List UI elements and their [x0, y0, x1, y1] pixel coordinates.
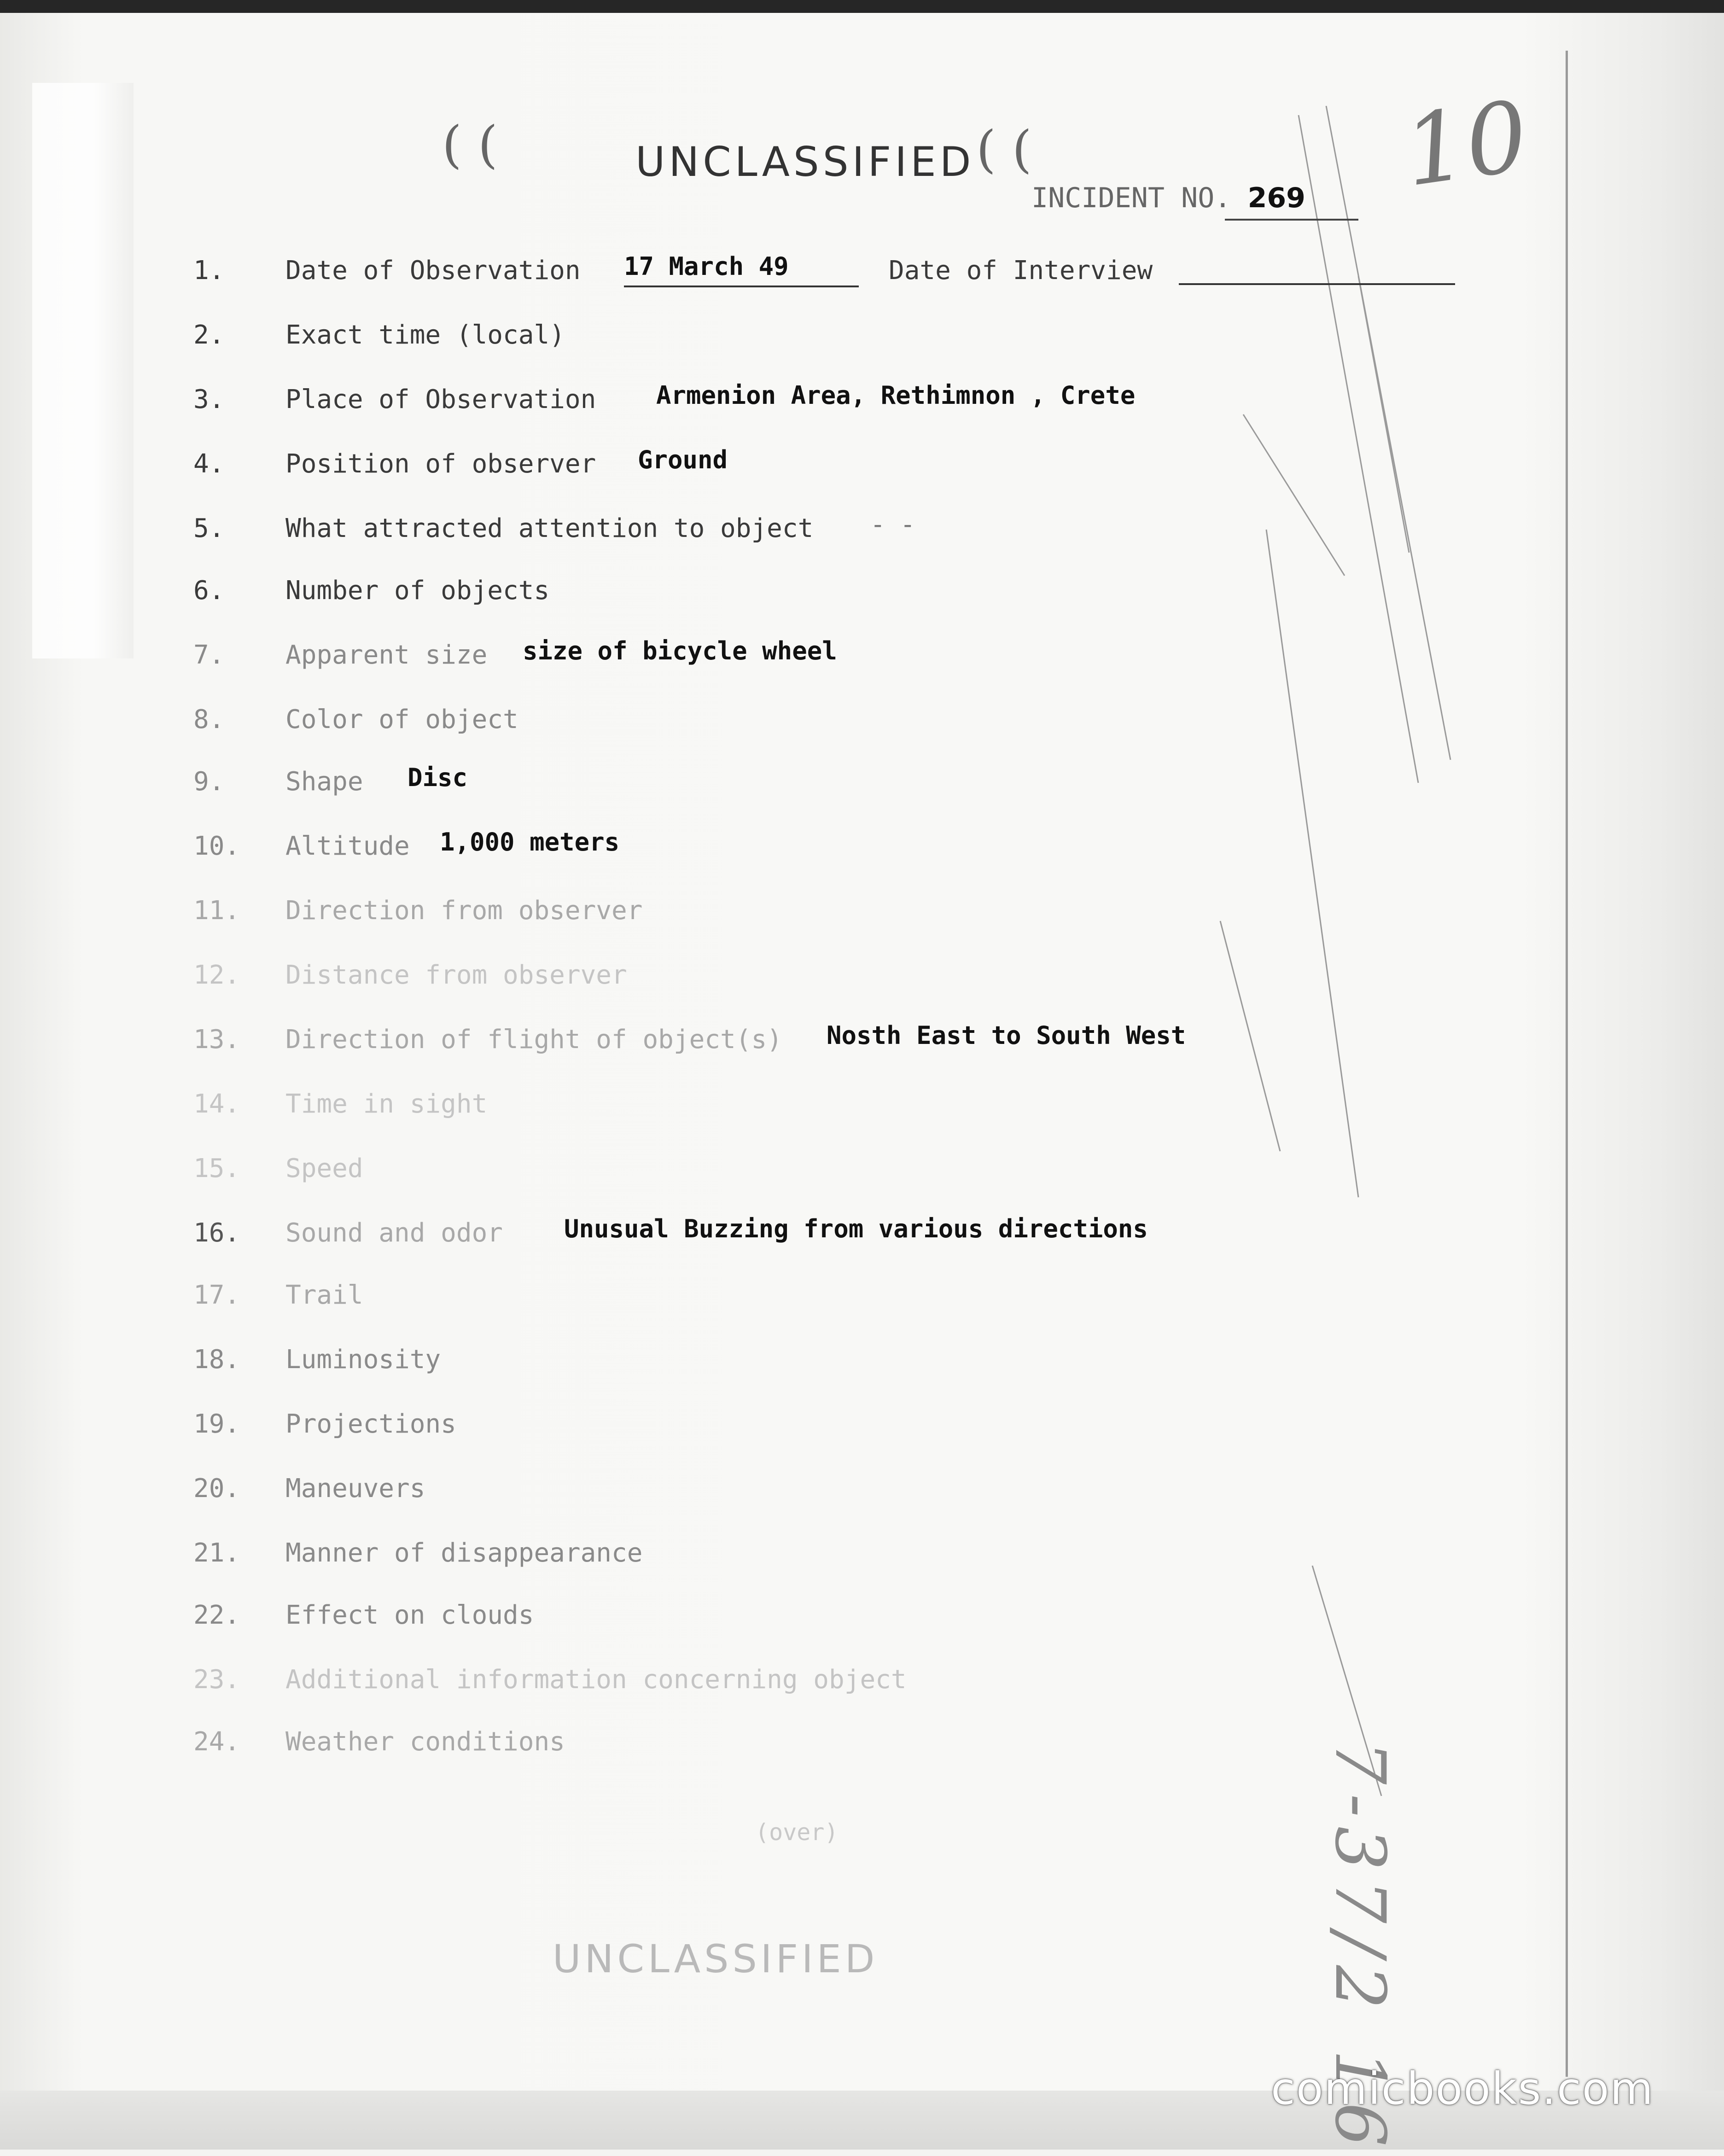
row-value: Nosth East to South West: [827, 1021, 1186, 1050]
row-number: 24.: [193, 1727, 240, 1757]
row-value: 17 March 49: [624, 252, 789, 281]
row-number: 2.: [193, 320, 225, 350]
row-label: Luminosity: [285, 1345, 441, 1375]
interview-underline: [1179, 283, 1455, 285]
row-number: 4.: [193, 449, 225, 479]
row-label: Number of objects: [285, 576, 550, 606]
row-number: 7.: [193, 640, 225, 670]
row-label: Manner of disappearance: [285, 1538, 643, 1568]
row-number: 17.: [193, 1280, 240, 1310]
classification-footer: UNCLASSIFIED: [553, 1936, 879, 1981]
row-label: Exact time (local): [285, 320, 565, 350]
row-label: Altitude: [285, 831, 410, 861]
row-number: 10.: [193, 831, 240, 861]
incident-number-field: [1031, 182, 1305, 214]
punch-marks-right: ( (: [976, 120, 1032, 179]
row-label: Time in sight: [285, 1089, 488, 1119]
row-number: 13.: [193, 1025, 240, 1055]
row-label: Effect on clouds: [285, 1600, 534, 1630]
punch-marks-left: ( (: [442, 115, 498, 174]
row-label: Weather conditions: [285, 1727, 565, 1757]
row-label: Direction from observer: [285, 896, 643, 926]
row-number: 23.: [193, 1665, 240, 1695]
watermark-text: comicbooks.com: [1271, 2063, 1654, 2115]
row-value: size of bicycle wheel: [523, 636, 837, 665]
row-number: 15.: [193, 1154, 240, 1183]
row-label: Maneuvers: [285, 1474, 425, 1503]
row-number: 12.: [193, 960, 240, 990]
row-label: Distance from observer: [285, 960, 627, 990]
handwritten-page-number: 10: [1397, 79, 1535, 209]
row-label: Apparent size: [285, 640, 488, 670]
row-label: Shape: [285, 767, 363, 797]
row-label: Position of observer: [285, 449, 596, 479]
row-label: Trail: [285, 1280, 363, 1310]
handwritten-side-note: 7-37/2 16: [1320, 1741, 1400, 2156]
row-number: 16.: [193, 1218, 240, 1248]
incident-label: INCIDENT NO.: [1031, 182, 1231, 214]
date-underline: [624, 286, 859, 287]
row-label: Additional information concerning object: [285, 1665, 907, 1695]
row-label: Speed: [285, 1154, 363, 1183]
incident-underline: [1225, 219, 1358, 221]
row-value: 1,000 meters: [440, 827, 620, 857]
row-number: 11.: [193, 896, 240, 926]
row-number: 14.: [193, 1089, 240, 1119]
row-number: 6.: [193, 576, 225, 606]
row-number: 18.: [193, 1345, 240, 1375]
row-number: 9.: [193, 767, 225, 797]
row-label: Place of Observation: [285, 385, 596, 414]
row-value: Disc: [408, 763, 468, 792]
row-value: Armenion Area, Rethimnon , Crete: [656, 381, 1136, 410]
row-label: Direction of flight of object(s): [285, 1025, 782, 1055]
row-number: 3.: [193, 385, 225, 414]
row-number: 1.: [193, 256, 225, 286]
row-label: Projections: [285, 1409, 456, 1439]
row-number: 22.: [193, 1600, 240, 1630]
row-label: What attracted attention to object: [285, 513, 814, 543]
row-label: Sound and odor: [285, 1218, 503, 1248]
row-label-2: Date of Interview: [889, 256, 1153, 286]
row-label: Color of object: [285, 705, 518, 734]
row-value: Unusual Buzzing from various directions: [564, 1214, 1148, 1243]
classification-header: UNCLASSIFIED: [635, 138, 975, 186]
incident-number: 269: [1247, 182, 1305, 214]
row-number: 21.: [193, 1538, 240, 1568]
over-note: (over): [755, 1819, 839, 1846]
row-number: 20.: [193, 1474, 240, 1503]
row-number: 8.: [193, 705, 225, 734]
row-label: Date of Observation: [285, 256, 581, 286]
row-value: - -: [870, 510, 915, 539]
row-value: Ground: [638, 445, 728, 474]
row-number: 19.: [193, 1409, 240, 1439]
row-number: 5.: [193, 513, 225, 543]
